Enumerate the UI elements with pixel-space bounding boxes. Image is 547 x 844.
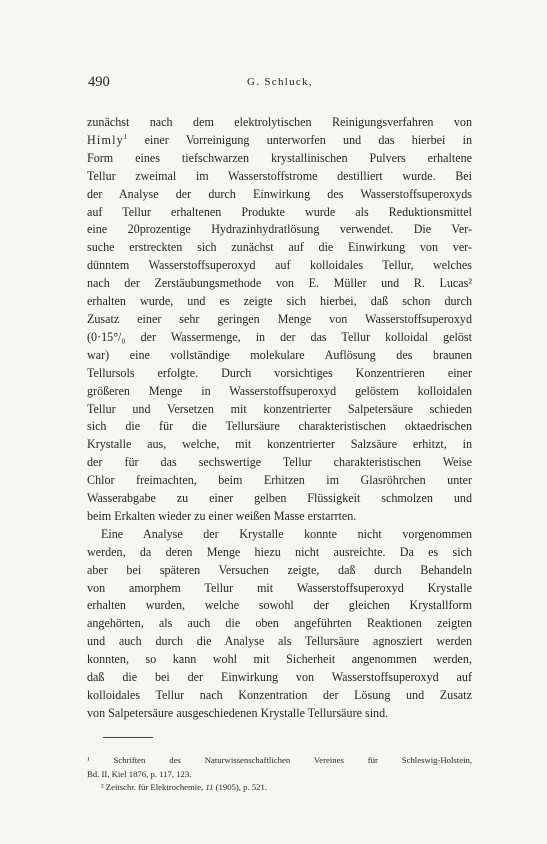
text-line: war) eine vollständige molekulare Auflösung des braunen <box>87 347 472 362</box>
text-line: erhalten wurde, und es zeigte sich hierbei, daß schon durch <box>87 294 472 309</box>
text-line: größeren Menge in Wasserstoffsuperoxyd gelöstem kolloidalen <box>87 383 472 398</box>
text-line: kolloidales Tellur nach Konzentration der Lösung und Zusatz <box>87 688 472 702</box>
text-line: nach der Zerstäubungsmethode von E. Müller und R. Lucas² <box>87 276 472 291</box>
text-line: von amorphem Tellur mit Wasserstoffsuperoxyd Krystalle <box>87 580 472 595</box>
paragraph-2 <box>87 526 472 723</box>
text-line: Tellur und Versetzen mit konzentrierter Salpetersäure schieden <box>87 401 472 416</box>
text-line: Form eines tiefschwarzen krystallinischen Pulvers erhaltene <box>87 150 472 165</box>
text-line: der für das sechswertige Tellur charakteristischen Weise <box>87 455 472 470</box>
text-line: eine 20prozentige Hydrazinhydratlösung verwendet. Die Ver- <box>87 222 472 237</box>
text-line: und auch durch die Analyse als Tellursäure agnosziert werden <box>87 634 472 649</box>
text-line: (0·15°/₀ der Wassermenge, in der das Tellur kolloidal gelöst <box>87 329 472 344</box>
line-rest: einer Vorreinigung unterworfen und das hierbei in <box>127 132 472 147</box>
footnote-2-suffix: (1905), p. 521. <box>213 782 268 792</box>
footnote-1-line-1: ¹ Schriften des Naturwissenschaftlichen Vereines für Schleswig-Holstein, <box>87 755 472 765</box>
text-line: Wasserabgabe zu einer gelben Flüssigkeit schmolzen und <box>87 491 472 506</box>
text-line: Eine Analyse der Krystalle konnte nicht vorgenommen <box>101 526 472 541</box>
body-text <box>87 114 472 723</box>
text-line: Chlor freimachten, beim Erhitzen im Glasröhrchen unter <box>87 473 472 488</box>
text-line: Tellur zweimal im Wasserstoffstrome destilliert wurde. Bei <box>87 168 472 183</box>
footnote-1-line-2: Bd. II, Kiel 1876, p. 117, 123. <box>87 768 192 779</box>
running-head: G. Schluck, <box>247 76 313 88</box>
text-line: werden, da deren Menge hiezu nicht ausreichte. Da es sich <box>87 544 472 559</box>
text-line: beim Erkalten wieder zu einer weißen Masse erstarrten. <box>87 508 357 523</box>
footnote-marker: 1 <box>123 132 128 141</box>
footnotes <box>87 754 472 795</box>
page-number: 490 <box>88 74 110 90</box>
paragraph-1 <box>87 114 472 526</box>
text-line: auf Tellur erhaltenen Produkte wurde als Reduktionsmittel <box>87 204 472 219</box>
text-line: suche erstreckten sich zunächst auf die Einwirkung von ver- <box>87 240 472 255</box>
text-line: konnten, so kann wohl mit Sicherheit angenommen werden, <box>87 652 472 667</box>
text-line: Zusatz einer sehr geringen Menge von Wasserstoffsuperoxyd <box>87 311 472 326</box>
text-line: aber bei späteren Versuchen zeigte, daß durch Behandeln <box>87 562 472 577</box>
page-header <box>88 74 472 94</box>
text-line: der Analyse der durch Einwirkung des Wasserstoffsuperoxyds <box>87 186 472 201</box>
text-line: von Salpetersäure ausgeschiedenen Krystalle Tellursäure sind. <box>87 705 389 720</box>
text-line: angehörten, als auch die oben angeführten Reaktionen zeigten <box>87 616 472 631</box>
text-line: daß die bei der Einwirkung von Wasserstoffsuperoxyd auf <box>87 670 472 685</box>
text-line: Krystalle aus, welche, mit konzentrierter Salzsäure erhitzt, in <box>87 437 472 452</box>
text-line <box>87 132 472 150</box>
footnote-2-prefix: ² Zeitschr. für Elektrochemie, <box>101 782 206 792</box>
text-line: Tellursols erfolgte. Durch vorsichtiges Konzentrieren einer <box>87 365 472 380</box>
footnote-2 <box>87 781 472 795</box>
text-line: zunächst nach dem elektrolytischen Reinigungsverfahren von <box>87 115 472 129</box>
footnote-rule <box>103 737 153 738</box>
author-name: Himly <box>87 132 124 147</box>
text-line: dünntem Wasserstoffsuperoxyd auf kolloidales Tellur, welches <box>87 258 472 273</box>
text-line: erhalten wurden, welche sowohl der gleichen Krystallform <box>87 598 472 613</box>
footnote-2-volume: 11 <box>205 782 214 792</box>
text-line: sich die für die Tellursäure charakteristischen oktaedrischen <box>87 419 472 434</box>
